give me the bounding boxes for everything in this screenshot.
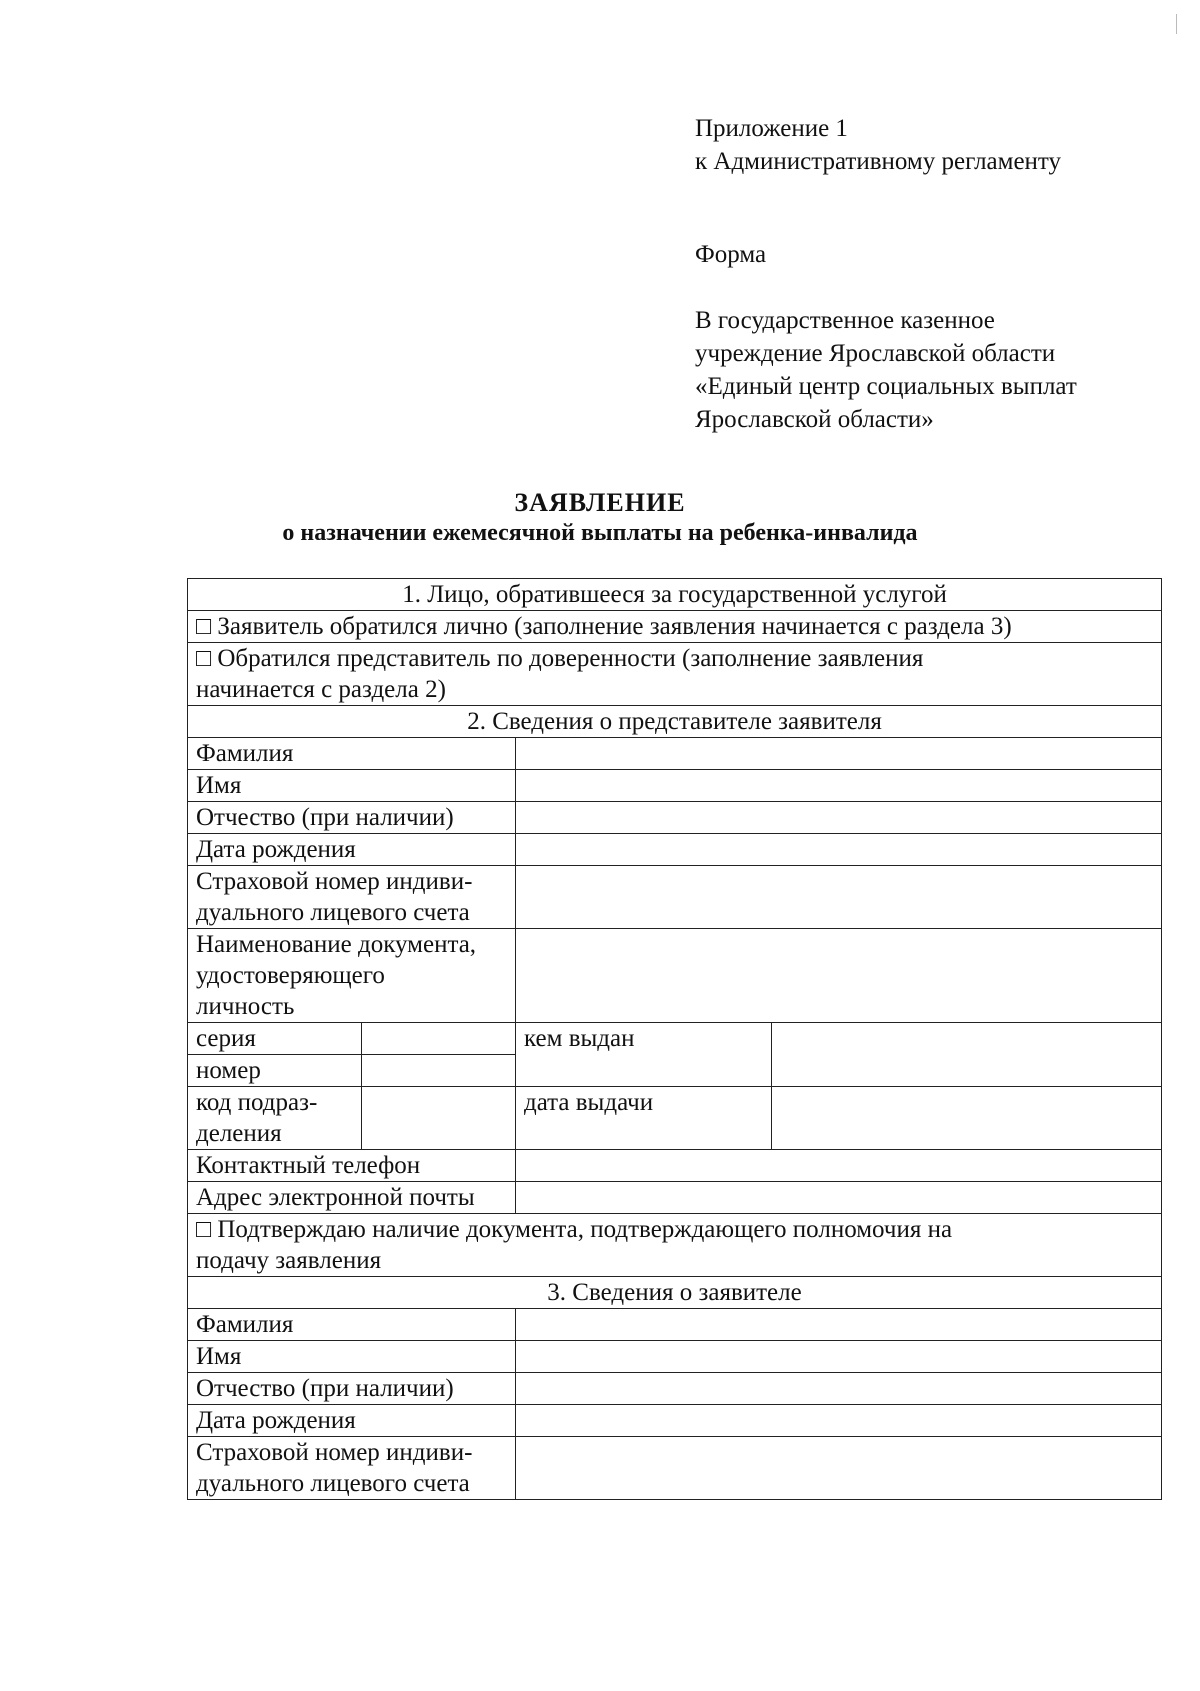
rep-birthdate-row (188, 834, 1162, 866)
app-snils-row (188, 1437, 1162, 1500)
option-proxy-row[interactable] (188, 643, 1162, 706)
rep-confirm-text: подачу заявления (196, 1247, 382, 1274)
addressee-block (695, 304, 1077, 436)
app-patronymic-field[interactable] (516, 1373, 1162, 1405)
app-snils-field[interactable] (516, 1437, 1162, 1500)
rep-name-row (188, 770, 1162, 802)
rep-issued-by-label: кем выдан (516, 1023, 772, 1087)
option-proxy-text: начинается с раздела 2) (196, 676, 446, 703)
app-birthdate-label: Дата рождения (188, 1405, 516, 1437)
section2-heading: 2. Сведения о представителе заявителя (188, 706, 1162, 738)
app-surname-label: Фамилия (188, 1309, 516, 1341)
rep-surname-field[interactable] (516, 738, 1162, 770)
rep-issue-date-field[interactable] (772, 1087, 1162, 1150)
rep-snils-label-line: дуального лицевого счета (196, 899, 470, 926)
rep-surname-row (188, 738, 1162, 770)
app-birthdate-field[interactable] (516, 1405, 1162, 1437)
rep-id-document-label-line: личность (196, 993, 295, 1020)
addressee-line: учреждение Ярославской области (695, 340, 1056, 367)
rep-id-document-label (188, 929, 516, 1023)
rep-dept-code-label (188, 1087, 362, 1150)
rep-confirm-row[interactable] (188, 1214, 1162, 1277)
rep-birthdate-label: Дата рождения (188, 834, 516, 866)
app-name-field[interactable] (516, 1341, 1162, 1373)
rep-surname-label: Фамилия (188, 738, 516, 770)
rep-birthdate-field[interactable] (516, 834, 1162, 866)
addressee-line: В государственное казенное (695, 307, 995, 334)
section1-heading: 1. Лицо, обратившееся за государственной услугой (188, 579, 1162, 611)
app-surname-row (188, 1309, 1162, 1341)
appendix-title: Приложение 1 (695, 115, 848, 142)
app-name-row (188, 1341, 1162, 1373)
addressee-line: Ярославской области» (695, 406, 934, 433)
rep-id-document-field[interactable] (516, 929, 1162, 1023)
rep-id-document-label-line: удостоверяющего (196, 962, 385, 989)
rep-series-row (188, 1023, 1162, 1055)
section2-heading-row (188, 706, 1162, 738)
section1-heading-row (188, 579, 1162, 611)
rep-id-document-row (188, 929, 1162, 1023)
section3-heading-row (188, 1277, 1162, 1309)
rep-snils-label (188, 866, 516, 929)
option-proxy-checkbox[interactable] (188, 643, 1162, 706)
section3-heading: 3. Сведения о заявителе (188, 1277, 1162, 1309)
rep-issue-date-label: дата выдачи (516, 1087, 772, 1150)
rep-dept-code-field[interactable] (362, 1087, 516, 1150)
rep-confirm-text: □ Подтверждаю наличие документа, подтверждающего полномочия на (196, 1216, 953, 1243)
rep-confirm-checkbox[interactable] (188, 1214, 1162, 1277)
addressee-line: «Единый центр социальных выплат (695, 373, 1077, 400)
rep-phone-label: Контактный телефон (188, 1150, 516, 1182)
option-personal-checkbox[interactable]: □ Заявитель обратился лично (заполнение заявления начинается с раздела 3) (188, 611, 1162, 643)
app-birthdate-row (188, 1405, 1162, 1437)
app-name-label: Имя (188, 1341, 516, 1373)
rep-patronymic-label: Отчество (при наличии) (188, 802, 516, 834)
document-title: ЗАЯВЛЕНИЕ (514, 488, 686, 517)
rep-patronymic-field[interactable] (516, 802, 1162, 834)
rep-name-field[interactable] (516, 770, 1162, 802)
appendix-header (695, 112, 1061, 178)
rep-dept-code-label-line: код подраз- (196, 1089, 318, 1116)
app-snils-label-line: дуального лицевого счета (196, 1470, 470, 1497)
rep-series-label: серия (188, 1023, 362, 1055)
rep-dept-code-row (188, 1087, 1162, 1150)
rep-snils-label-line: Страховой номер индиви- (196, 868, 473, 895)
rep-number-label: номер (188, 1055, 362, 1087)
form-label: Форма (695, 241, 767, 268)
document-subtitle: о назначении ежемесячной выплаты на ребенка-инвалида (282, 520, 918, 546)
rep-phone-row (188, 1150, 1162, 1182)
rep-email-row (188, 1182, 1162, 1214)
appendix-subtitle: к Административному регламенту (695, 148, 1062, 175)
app-snils-label-line: Страховой номер индиви- (196, 1439, 473, 1466)
rep-id-document-label-line: Наименование документа, (196, 931, 477, 958)
rep-patronymic-row (188, 802, 1162, 834)
rep-snils-field[interactable] (516, 866, 1162, 929)
scan-edge-mark (1176, 14, 1182, 34)
rep-email-label: Адрес электронной почты (188, 1182, 516, 1214)
option-proxy-text: □ Обратился представитель по доверенности (заполнение заявления (196, 645, 924, 672)
app-patronymic-row (188, 1373, 1162, 1405)
rep-email-field[interactable] (516, 1182, 1162, 1214)
rep-issued-by-field[interactable] (772, 1023, 1162, 1087)
application-form-table (187, 578, 1162, 1500)
rep-series-field[interactable] (362, 1023, 516, 1055)
app-surname-field[interactable] (516, 1309, 1162, 1341)
rep-dept-code-label-line: деления (196, 1120, 282, 1147)
rep-phone-field[interactable] (516, 1150, 1162, 1182)
option-personal-row[interactable] (188, 611, 1162, 643)
app-snils-label (188, 1437, 516, 1500)
app-patronymic-label: Отчество (при наличии) (188, 1373, 516, 1405)
rep-name-label: Имя (188, 770, 516, 802)
rep-snils-row (188, 866, 1162, 929)
rep-number-field[interactable] (362, 1055, 516, 1087)
